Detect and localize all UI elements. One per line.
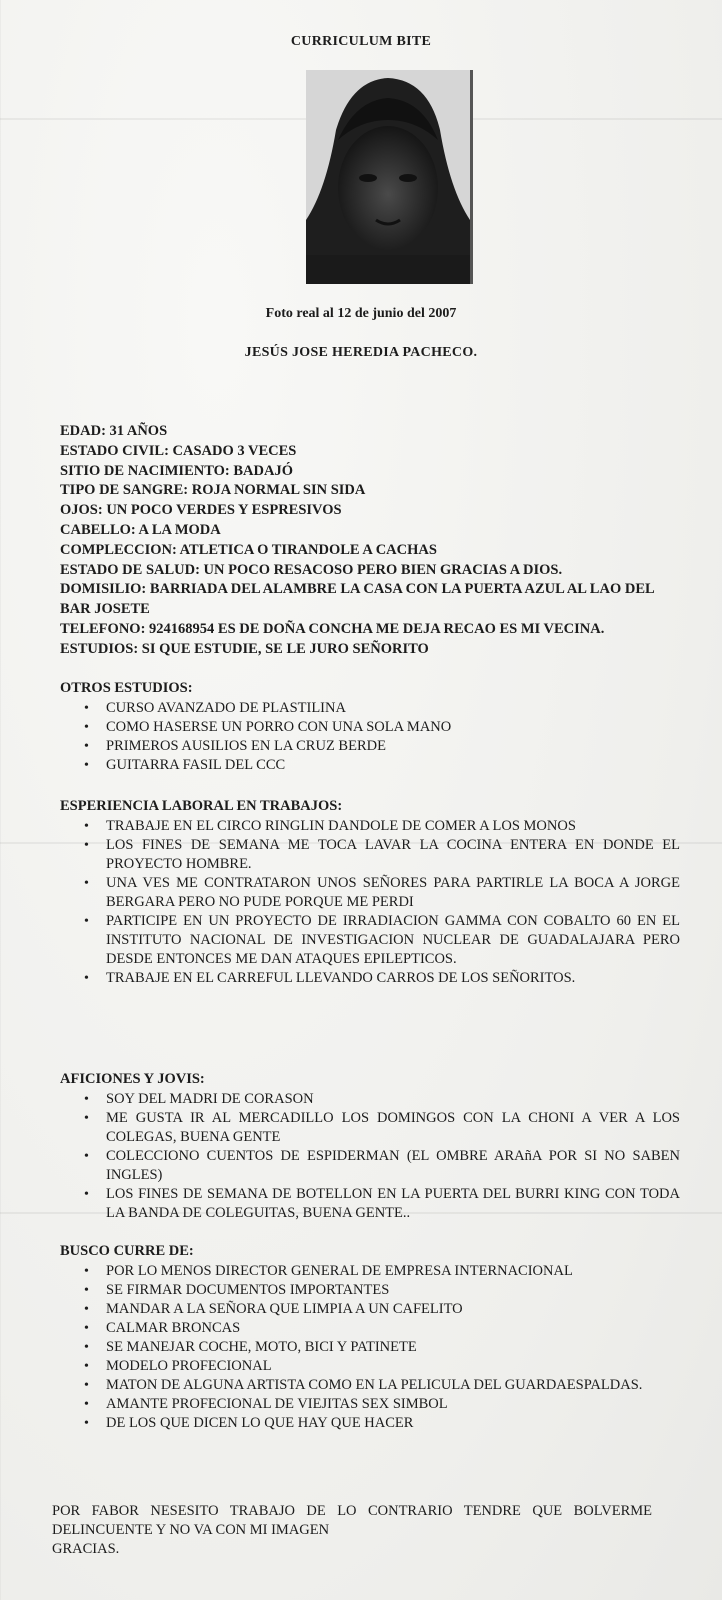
bullet-icon: • [84,720,89,735]
bullet-icon: • [84,876,89,891]
candidate-photo [306,70,473,284]
field-salud: ESTADO DE SALUD: UN POCO RESACOSO PERO BIEN GRACIAS A DIOS. [60,561,563,578]
list-item: • COLECCIONO CUENTOS DE ESPIDERMAN (EL OMBRE ARAñA POR SI NO SABEN INGLES) [84,1148,680,1183]
list-item: • CALMAR BRONCAS [84,1320,241,1336]
list-item: • UNA VES ME CONTRATARON UNOS SEÑORES PARA PARTIRLE LA BOCA A JORGE BERGARA PERO NO PUDE PORQUE ME PERDI [84,875,680,910]
section-otros-estudios [60,680,680,775]
list-item: • GUITARRA FASIL DEL CCC [84,757,286,773]
list-item: • PRIMEROS AUSILIOS EN LA CRUZ BERDE [84,738,386,754]
field-estudios: ESTUDIOS: SI QUE ESTUDIE, SE LE JURO SEÑORITO [60,640,429,657]
personal-data [60,422,670,660]
candidate-name: JESÚS JOSE HEREDIA PACHECO. [244,345,478,360]
bullet-icon: • [84,1397,89,1412]
list-item: • CURSO AVANZADO DE PLASTILINA [84,700,346,716]
document-title: CURRICULUM BITE [290,34,432,49]
section-title: BUSCO CURRE DE: [60,1243,194,1259]
bullet-icon: • [84,1359,89,1374]
bullet-icon: • [84,914,89,929]
list-item: • LOS FINES DE SEMANA ME TOCA LAVAR LA COCINA ENTERA EN DONDE EL PROYECTO HOMBRE. [84,837,680,872]
field-telefono: TELEFONO: 924168954 ES DE DOÑA CONCHA ME DEJA RECAO ES MI VECINA. [60,620,605,637]
bullet-icon: • [84,1092,89,1107]
list-item: • MANDAR A LA SEÑORA QUE LIMPIA A UN CAFELITO [84,1301,463,1317]
bullet-icon: • [84,1111,89,1126]
closing-thanks: GRACIAS. [52,1541,120,1557]
bullet-icon: • [84,1149,89,1164]
list-item: • POR LO MENOS DIRECTOR GENERAL DE EMPRESA INTERNACIONAL [84,1263,573,1279]
list-item: • AMANTE PROFECIONAL DE VIEJITAS SEX SIMBOL [84,1396,448,1412]
bullet-icon: • [84,1416,89,1431]
list-item: • COMO HASERSE UN PORRO CON UNA SOLA MANO [84,719,452,735]
field-nacimiento: SITIO DE NACIMIENTO: BADAJÓ [60,462,293,479]
closing-text: POR FABOR NESESITO TRABAJO DE LO CONTRARIO TENDRE QUE BOLVERME DELINCUENTE Y NO VA CON MI IMAGEN [52,1503,652,1538]
bullet-icon: • [84,1340,89,1355]
list-item: • PARTICIPE EN UN PROYECTO DE IRRADIACION GAMMA CON COBALTO 60 EN EL INSTITUTO NACIONAL DE INVESTIGACION NUCLEAR DE GUADALAJARA PERO DESDE ENTONCES ME DAN ATAQUES EPILEPTICOS. [84,913,680,967]
bullet-icon: • [84,971,89,986]
section-aficiones [60,1071,680,1223]
list-item: • MATON DE ALGUNA ARTISTA COMO EN LA PELICULA DEL GUARDAESPALDAS. [84,1377,643,1393]
section-experiencia [60,798,680,988]
bullet-icon: • [84,838,89,853]
field-edad: EDAD: 31 AÑOS [60,423,168,439]
bullet-icon: • [84,1378,89,1393]
section-title: OTROS ESTUDIOS: [60,680,193,696]
list-item: • LOS FINES DE SEMANA DE BOTELLON EN LA PUERTA DEL BURRI KING CON TODA LA BANDA DE COLEGUITAS, BUENA GENTE.. [84,1186,680,1221]
bullet-icon: • [84,1283,89,1298]
field-sangre: TIPO DE SANGRE: ROJA NORMAL SIN SIDA [60,482,366,499]
bullet-icon: • [84,1264,89,1279]
bullet-icon: • [84,819,89,834]
list-item: • ME GUSTA IR AL MERCADILLO LOS DOMINGOS CON LA CHONI A VER A LOS COLEGAS, BUENA GENTE [84,1110,680,1145]
list-item: • TRABAJE EN EL CIRCO RINGLIN DANDOLE DE COMER A LOS MONOS [84,818,576,834]
section-busco [60,1243,680,1433]
closing-paragraph [52,1502,652,1559]
section-title: ESPERIENCIA LABORAL EN TRABAJOS: [60,798,343,814]
field-cabello: CABELLO: A LA MODA [60,521,221,538]
bullet-icon: • [84,1302,89,1317]
field-domicilio: DOMISILIO: BARRIADA DEL ALAMBRE LA CASA CON LA PUERTA AZUL AL LAO DEL BAR JOSETE [60,581,654,618]
list-item: • SE FIRMAR DOCUMENTOS IMPORTANTES [84,1282,390,1298]
field-ojos: OJOS: UN POCO VERDES Y ESPRESIVOS [60,502,342,519]
bullet-icon: • [84,1321,89,1336]
bullet-icon: • [84,758,89,773]
section-title: AFICIONES Y JOVIS: [60,1071,205,1087]
field-estado-civil: ESTADO CIVIL: CASADO 3 VECES [60,442,297,459]
list-item: • TRABAJE EN EL CARREFUL LLEVANDO CARROS DE LOS SEÑORITOS. [84,970,576,986]
bullet-icon: • [84,739,89,754]
list-item: • SE MANEJAR COCHE, MOTO, BICI Y PATINETE [84,1339,417,1355]
field-compleccion: COMPLECCION: ATLETICA O TIRANDOLE A CACHAS [60,541,437,558]
list-item: • SOY DEL MADRI DE CORASON [84,1091,314,1107]
bullet-icon: • [84,701,89,716]
bullet-icon: • [84,1187,89,1202]
photo-caption: Foto real al 12 de junio del 2007 [265,306,457,321]
list-item: • MODELO PROFECIONAL [84,1358,272,1374]
list-item: • DE LOS QUE DICEN LO QUE HAY QUE HACER [84,1415,414,1431]
